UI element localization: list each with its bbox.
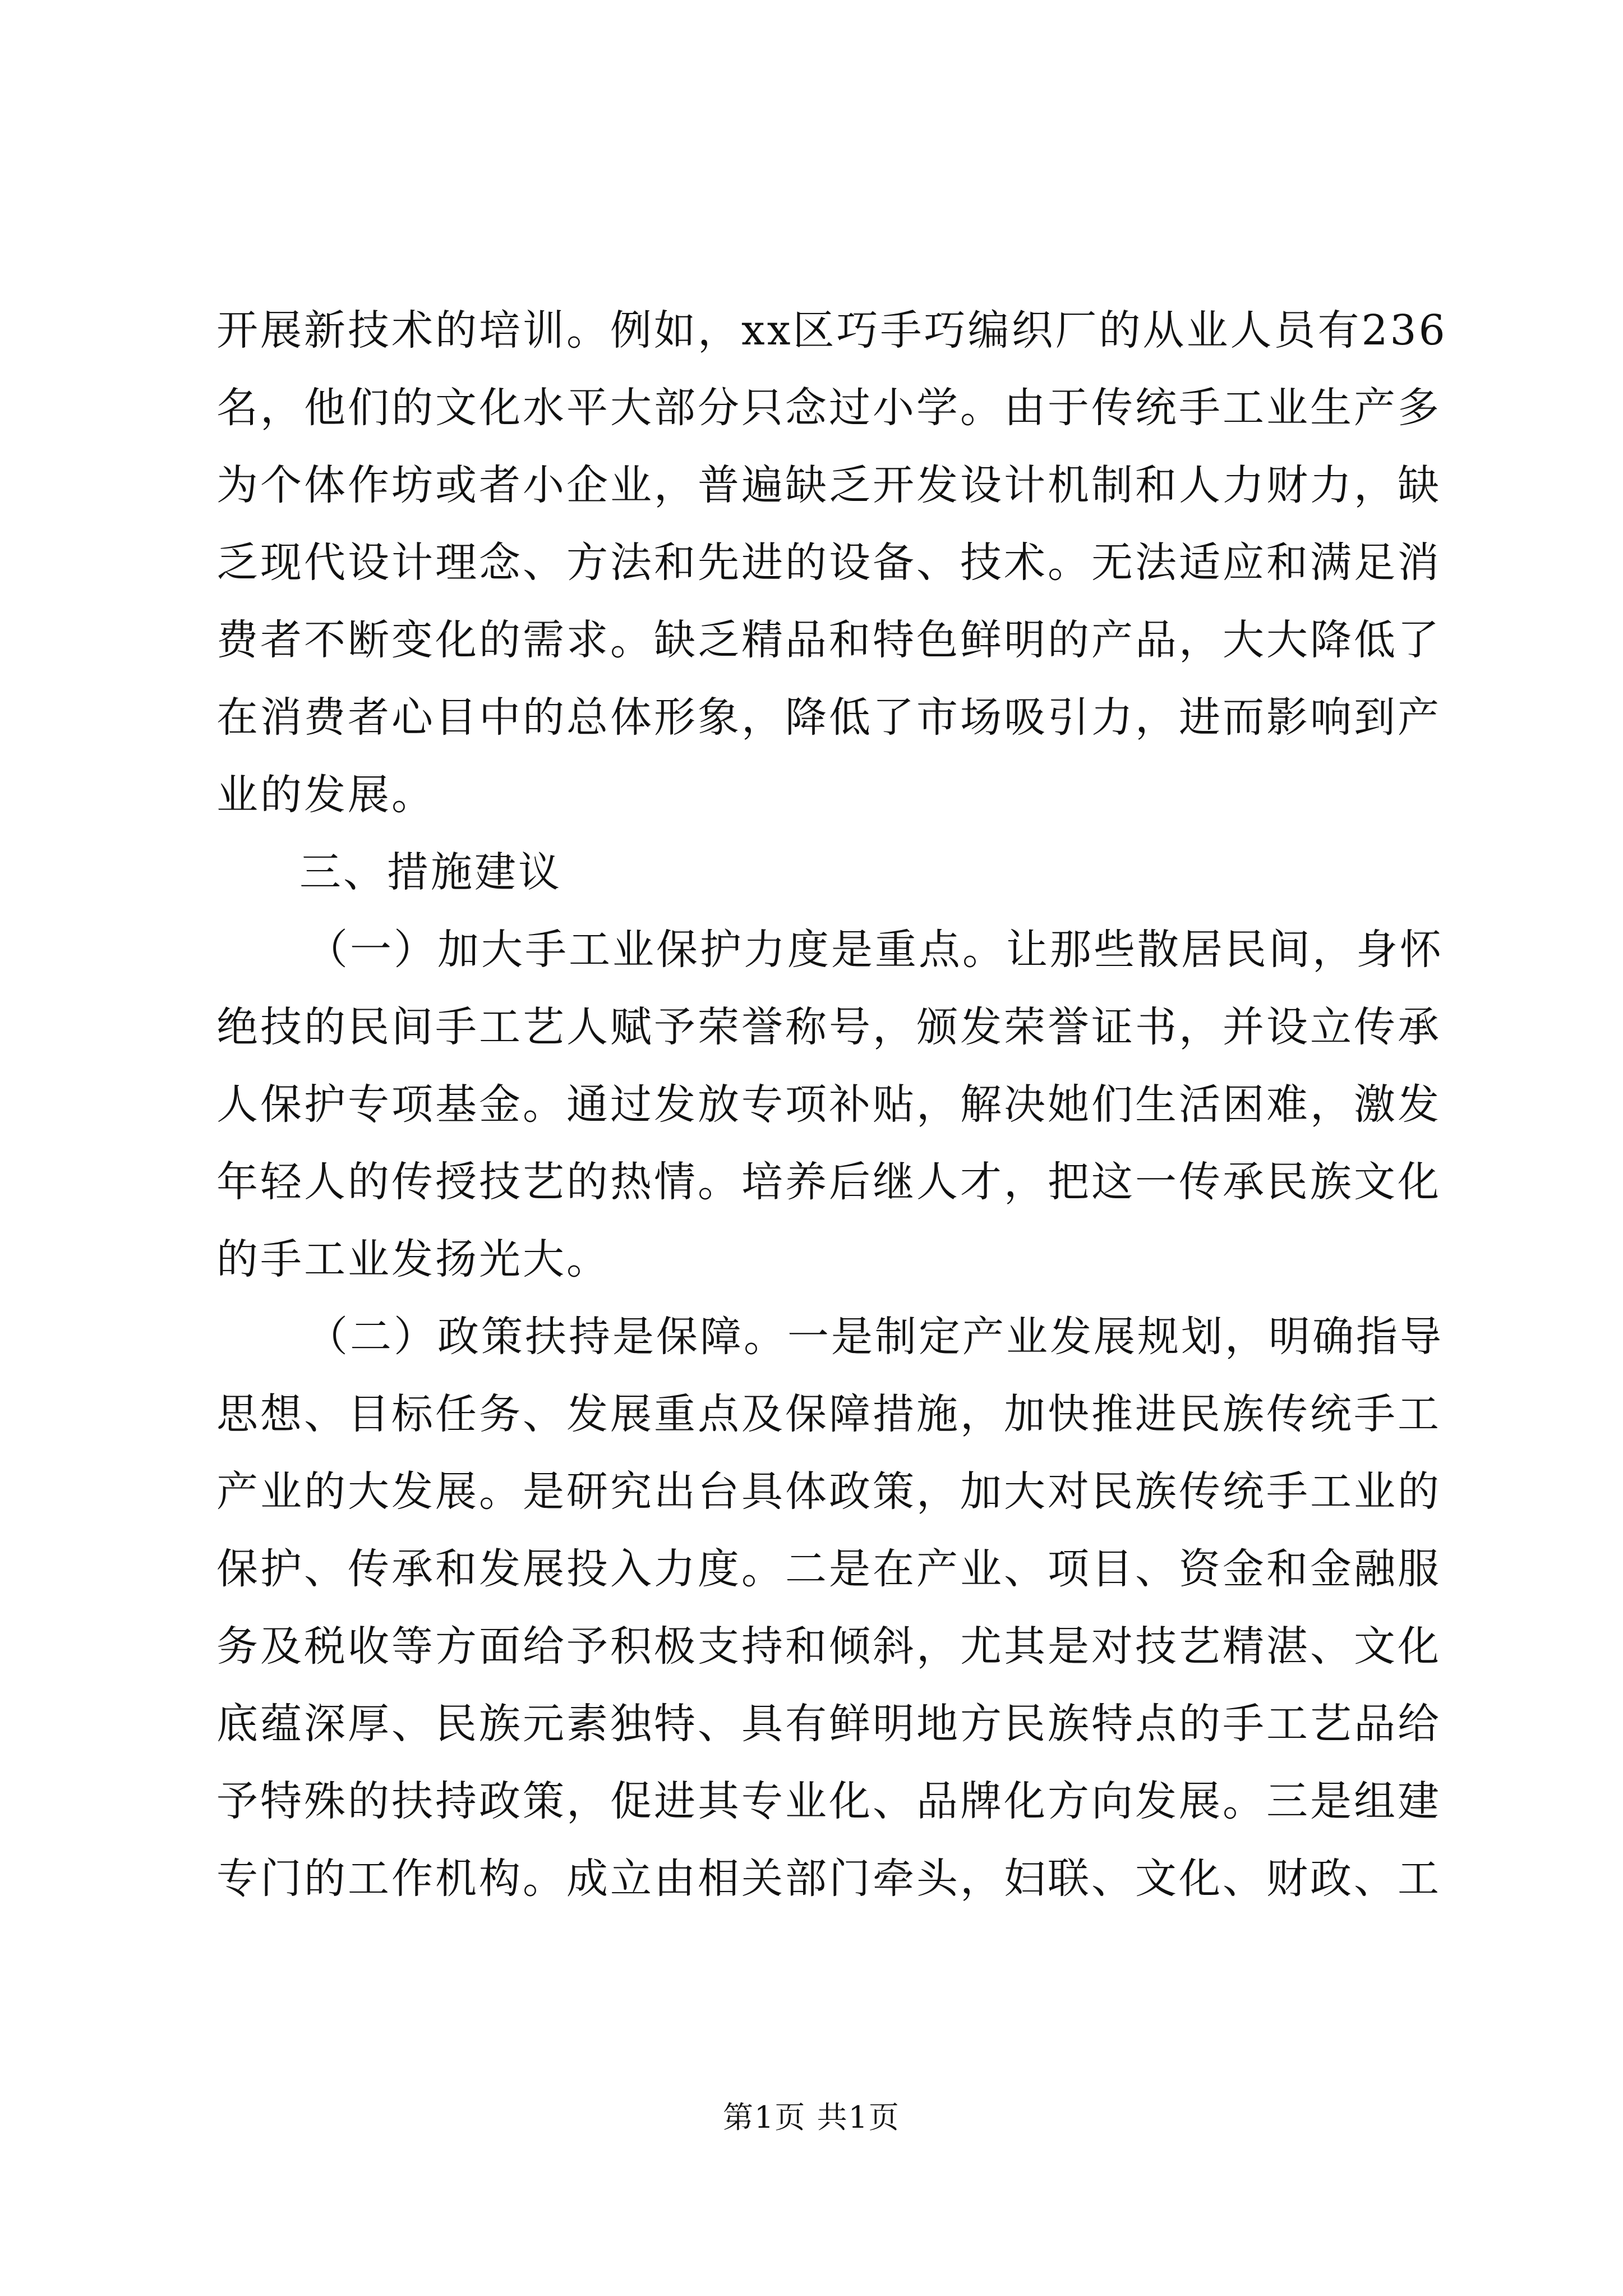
paragraph-1-line-6: 在消费者心目中的总体形象，降低了市场吸引力，进而影响到产	[216, 693, 1441, 742]
paragraph-2-line-3: 人保护专项基金。通过发放专项补贴，解决她们生活困难，激发	[216, 1080, 1441, 1129]
section-heading: 三、措施建议	[299, 848, 562, 896]
paragraph-3-line-6: 底蕴深厚、民族元素独特、具有鲜明地方民族特点的手工艺品给	[216, 1700, 1441, 1748]
paragraph-2-line-5: 的手工业发扬光大。	[216, 1235, 610, 1283]
paragraph-1-line-3: 为个体作坊或者小企业，普遍缺乏开发设计机制和人力财力，缺	[216, 461, 1441, 509]
paragraph-2-line-2: 绝技的民间手工艺人赋予荣誉称号，颁发荣誉证书，并设立传承	[216, 1003, 1441, 1051]
paragraph-3-line-5: 务及税收等方面给予积极支持和倾斜，尤其是对技艺精湛、文化	[216, 1622, 1441, 1671]
paragraph-1-line-7: 业的发展。	[216, 771, 435, 819]
page-footer: 第1页 共1页	[723, 2100, 900, 2135]
paragraph-3-line-7: 予特殊的扶持政策，促进其专业化、品牌化方向发展。三是组建	[216, 1777, 1441, 1825]
paragraph-3-line-3: 产业的大发展。是研究出台具体政策，加大对民族传统手工业的	[216, 1467, 1441, 1516]
paragraph-2-line-1: （一）加大手工业保护力度是重点。让那些散居民间，身怀	[306, 926, 1444, 974]
paragraph-3-line-4: 保护、传承和发展投入力度。二是在产业、项目、资金和金融服	[216, 1545, 1441, 1593]
paragraph-1-line-2: 名，他们的文化水平大部分只念过小学。由于传统手工业生产多	[216, 384, 1441, 432]
paragraph-3-line-8: 专门的工作机构。成立由相关部门牵头，妇联、文化、财政、工	[216, 1855, 1441, 1903]
paragraph-1-line-1: 开展新技术的培训。例如，xx区巧手巧编织厂的从业人员有236	[216, 306, 1447, 355]
paragraph-1-line-5: 费者不断变化的需求。缺乏精品和特色鲜明的产品，大大降低了	[216, 616, 1441, 664]
paragraph-1-line-4: 乏现代设计理念、方法和先进的设备、技术。无法适应和满足消	[216, 539, 1441, 587]
paragraph-2-line-4: 年轻人的传授技艺的热情。培养后继人才，把这一传承民族文化	[216, 1158, 1441, 1206]
document-body	[216, 292, 1447, 1917]
paragraph-3-line-1: （二）政策扶持是保障。一是制定产业发展规划，明确指导	[306, 1313, 1444, 1361]
paragraph-3-line-2: 思想、目标任务、发展重点及保障措施，加快推进民族传统手工	[216, 1390, 1441, 1438]
